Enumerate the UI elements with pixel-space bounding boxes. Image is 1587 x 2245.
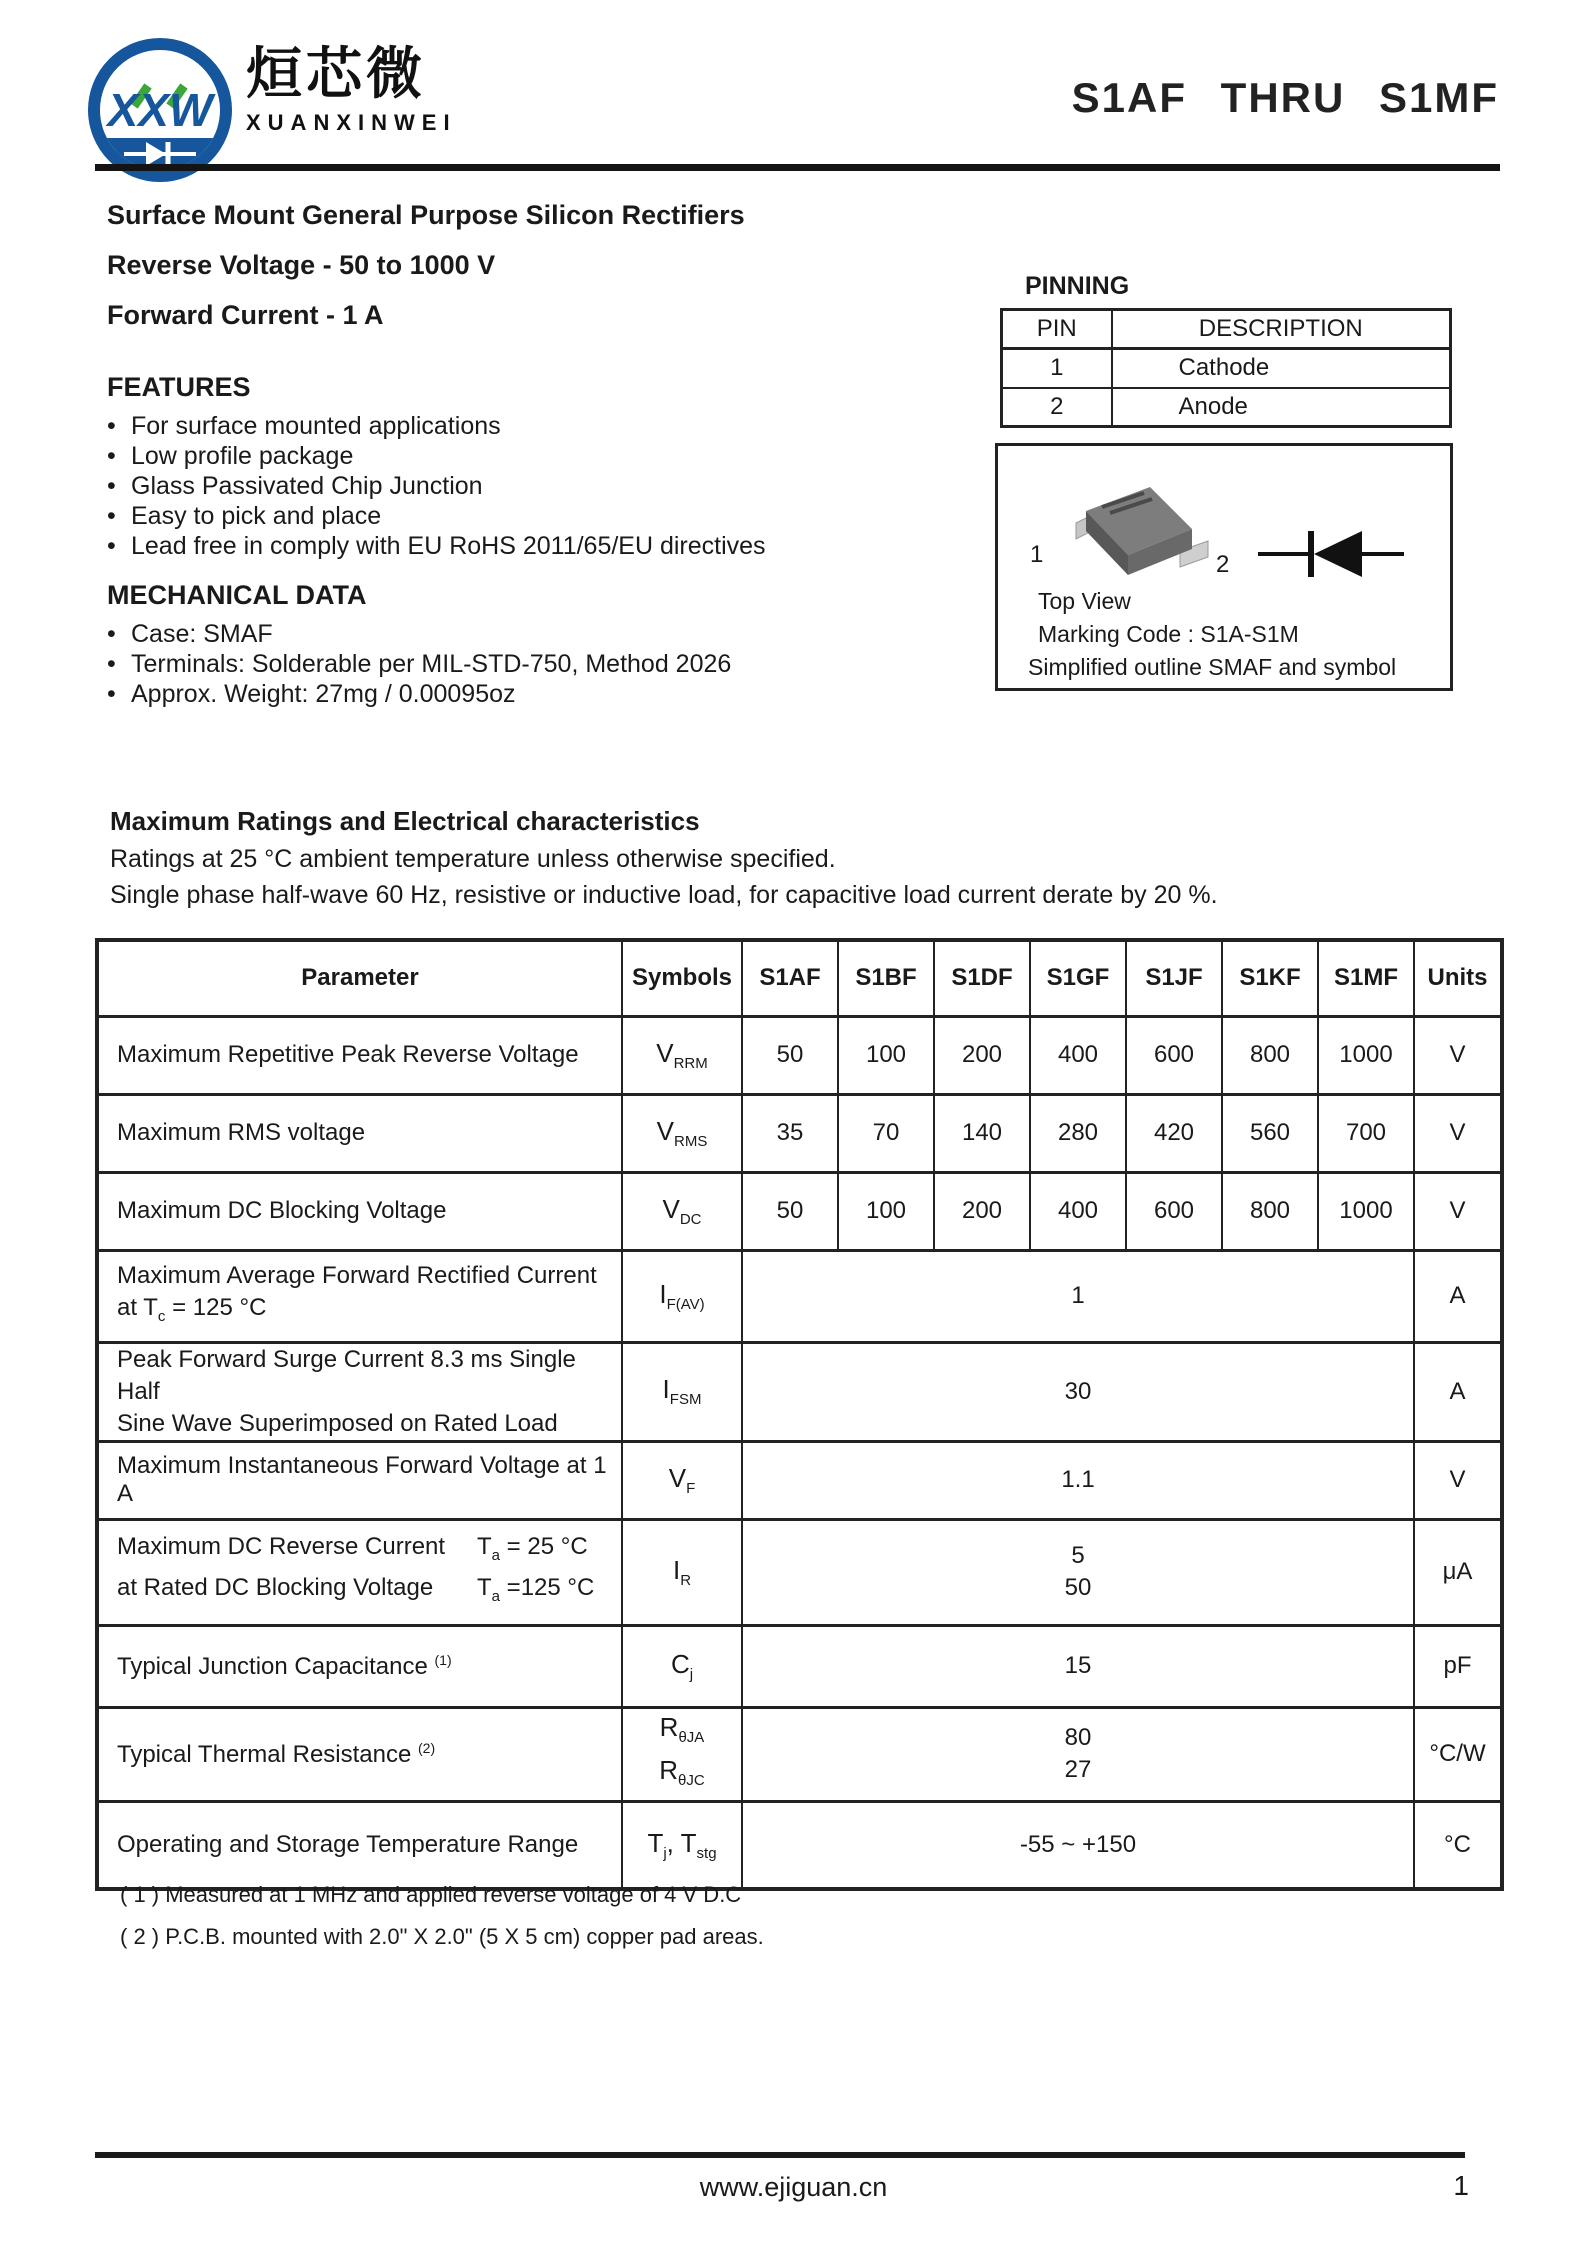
value-cell: 280 — [1030, 1094, 1126, 1172]
features-section — [107, 372, 766, 561]
package-caption-outline: Simplified outline SMAF and symbol — [1028, 654, 1397, 680]
package-outline-box — [995, 443, 1453, 691]
param-text: Typical Thermal Resistance — [117, 1740, 412, 1768]
ratings-heading: Maximum Ratings and Electrical characteristics — [110, 806, 700, 836]
value-cell: 560 — [1222, 1094, 1318, 1172]
pinning-header-row — [1002, 310, 1451, 349]
param-text: Maximum DC Reverse Current — [117, 1533, 446, 1561]
symbol-cell — [622, 1250, 742, 1342]
unit-cell: V — [1414, 1016, 1502, 1094]
cond-sub: a — [491, 1587, 501, 1605]
features-heading: FEATURES — [107, 372, 251, 402]
param-line: Sine Wave Superimposed on Rated Load — [117, 1409, 558, 1437]
value-cell: 1000 — [1318, 1016, 1414, 1094]
value-cell: 50 — [742, 1172, 838, 1250]
param-text: at Rated DC Blocking Voltage — [117, 1574, 434, 1601]
table-header-row — [97, 940, 1502, 1016]
symbol-sub: DC — [679, 1211, 702, 1229]
col-header-s1gf: S1GF — [1030, 940, 1126, 1016]
symbol-base: T — [647, 1827, 664, 1858]
param-cell: Maximum RMS voltage — [97, 1094, 622, 1172]
symbol-sub: R — [680, 1572, 692, 1590]
param-cell — [97, 1519, 622, 1625]
logo-company-name-en: XUANXINWEI — [246, 110, 457, 135]
bullet: • — [107, 442, 116, 470]
bullet: • — [107, 650, 116, 678]
symbol-sub: θJC — [678, 1772, 705, 1790]
param-cell: Operating and Storage Temperature Range — [97, 1801, 622, 1889]
symbol-cell — [622, 1441, 742, 1519]
footnote-2: ( 2 ) P.C.B. mounted with 2.0" X 2.0" (5 X 5 cm) copper pad areas. — [120, 1924, 764, 1949]
unit-cell: °C/W — [1414, 1707, 1502, 1801]
header-rule — [95, 164, 1500, 171]
desc-cell: Anode — [1112, 388, 1451, 427]
logo-text-block — [246, 42, 457, 136]
symbol-base: V — [668, 1462, 687, 1493]
bullet: • — [107, 532, 116, 560]
unit-cell: pF — [1414, 1625, 1502, 1707]
logo-company-name-cn: 烜芯微 — [246, 42, 426, 105]
param-line — [117, 1531, 621, 1572]
feature-item — [107, 471, 766, 501]
param-cell: Maximum Instantaneous Forward Voltage at 1 A — [97, 1441, 622, 1519]
symbol-sub: stg — [696, 1844, 717, 1862]
value-cell: 200 — [934, 1016, 1030, 1094]
table-row — [97, 1250, 1502, 1342]
mechanical-item — [107, 649, 731, 679]
param-cell: Maximum Repetitive Peak Reverse Voltage — [97, 1016, 622, 1094]
page-number: 1 — [1453, 2170, 1469, 2201]
value-cell: 140 — [934, 1094, 1030, 1172]
col-header-parameter: Parameter — [97, 940, 622, 1016]
symbol-base: T — [680, 1827, 697, 1858]
desc-cell: Cathode — [1112, 349, 1451, 388]
symbol-sub: θJA — [678, 1729, 705, 1746]
footer-rule — [95, 2152, 1465, 2158]
footer-url: www.ejiguan.cn — [699, 2172, 888, 2202]
symbol-cell — [622, 1342, 742, 1441]
symbol-base: I — [659, 1278, 667, 1309]
param-line — [117, 1572, 621, 1613]
cond-sub: a — [491, 1547, 501, 1564]
value-line: 80 — [1064, 1724, 1092, 1751]
desc-col-header: DESCRIPTION — [1112, 310, 1451, 349]
pinning-table — [1000, 308, 1452, 428]
symbol-sub: RRM — [673, 1055, 708, 1073]
col-header-s1jf: S1JF — [1126, 940, 1222, 1016]
table-row — [97, 1519, 1502, 1625]
package-caption-top-view: Top View — [1038, 588, 1131, 614]
ratings-note-2: Single phase half-wave 60 Hz, resistive or inductive load, for capacitive load current derate by 20 %. — [110, 881, 1218, 909]
value-cell: 600 — [1126, 1172, 1222, 1250]
bullet: • — [107, 502, 116, 530]
value-cell: 200 — [934, 1172, 1030, 1250]
symbol-line — [623, 1754, 741, 1797]
mechanical-item-label: Case: SMAF — [131, 620, 273, 648]
symbol-separator: , — [666, 1827, 681, 1858]
symbol-base: V — [656, 1037, 674, 1068]
feature-item — [107, 411, 766, 441]
symbol-base: V — [656, 1115, 674, 1146]
symbol-sub: F — [686, 1480, 696, 1498]
symbol-base: I — [672, 1554, 681, 1585]
param-cell — [97, 1342, 622, 1441]
symbol-cell — [622, 1801, 742, 1889]
symbol-cell — [622, 1519, 742, 1625]
symbol-base: I — [662, 1374, 670, 1405]
unit-cell: μA — [1414, 1519, 1502, 1625]
value-line: 50 — [1064, 1574, 1092, 1601]
package-3d-icon — [1058, 481, 1218, 586]
col-header-units: Units — [1414, 940, 1502, 1016]
value-cell: 100 — [838, 1016, 934, 1094]
unit-cell: V — [1414, 1172, 1502, 1250]
table-row — [97, 1441, 1502, 1519]
symbol-base: C — [670, 1648, 690, 1679]
pinning-heading: PINNING — [1025, 272, 1130, 300]
pinning-row — [1002, 388, 1451, 427]
value-cell: 35 — [742, 1094, 838, 1172]
feature-item — [107, 501, 766, 531]
symbol-base: V — [662, 1193, 680, 1224]
diode-symbol-icon — [1256, 524, 1406, 584]
param-line: Maximum Average Forward Rectified Current — [117, 1261, 597, 1289]
mechanical-section — [107, 580, 731, 709]
footnote-1: ( 1 ) Measured at 1 MHz and applied reverse voltage of 4 V D.C — [120, 1882, 742, 1907]
condition — [477, 1533, 588, 1564]
symbol-sub: F(AV) — [666, 1296, 705, 1314]
doc-title: S1AF THRU S1MF — [1071, 74, 1499, 121]
mechanical-item-label: Approx. Weight: 27mg / 0.00095oz — [131, 680, 516, 708]
bullet: • — [107, 472, 116, 500]
table-row — [97, 1625, 1502, 1707]
param-sub: c — [157, 1307, 166, 1325]
table-row — [97, 1016, 1502, 1094]
bullet: • — [107, 620, 116, 648]
symbol-cell — [622, 1016, 742, 1094]
value-cell: 400 — [1030, 1172, 1126, 1250]
mechanical-heading: MECHANICAL DATA — [107, 580, 367, 610]
value-cell: 400 — [1030, 1016, 1126, 1094]
feature-item-label: For surface mounted applications — [131, 412, 501, 440]
value-cell: 700 — [1318, 1094, 1414, 1172]
logo-monogram: XXW — [107, 84, 213, 136]
table-row — [97, 1342, 1502, 1441]
pinning-row — [1002, 349, 1451, 388]
value-cell: 1000 — [1318, 1172, 1414, 1250]
cond-text: =125 °C — [500, 1574, 595, 1601]
ratings-note-1: Ratings at 25 °C ambient temperature unless otherwise specified. — [110, 845, 836, 873]
table-row — [97, 1707, 1502, 1801]
param-cell: Maximum DC Blocking Voltage — [97, 1172, 622, 1250]
mechanical-item — [107, 679, 731, 709]
param-cell — [97, 1625, 622, 1707]
col-header-s1af: S1AF — [742, 940, 838, 1016]
unit-cell: V — [1414, 1441, 1502, 1519]
value-cell: 420 — [1126, 1094, 1222, 1172]
intro-line-3: Forward Current - 1 A — [107, 300, 384, 330]
pin-col-header: PIN — [1002, 310, 1112, 349]
value-line: 5 — [1071, 1542, 1085, 1569]
value-cell: 600 — [1126, 1016, 1222, 1094]
value-cell: 70 — [838, 1094, 934, 1172]
symbol-base: R — [659, 1711, 679, 1742]
pin-cell: 1 — [1002, 349, 1112, 388]
bullet: • — [107, 680, 116, 708]
unit-cell: V — [1414, 1094, 1502, 1172]
intro-line-2: Reverse Voltage - 50 to 1000 V — [107, 250, 496, 280]
symbol-sub: j — [663, 1844, 667, 1862]
col-header-s1df: S1DF — [934, 940, 1030, 1016]
symbol-cell — [622, 1625, 742, 1707]
param-line — [117, 1292, 621, 1333]
symbol-cell — [622, 1094, 742, 1172]
param-cell — [97, 1707, 622, 1801]
package-pin1-label: 1 — [1030, 541, 1044, 568]
value-cell: 1 — [742, 1250, 1414, 1342]
cond-text: = 25 °C — [500, 1533, 588, 1561]
param-text: = 125 °C — [165, 1293, 267, 1321]
intro-block — [107, 200, 745, 350]
param-line: Peak Forward Surge Current 8.3 ms Single Half — [117, 1345, 576, 1405]
symbol-cell — [622, 1172, 742, 1250]
feature-item-label: Glass Passivated Chip Junction — [131, 472, 483, 500]
condition — [477, 1574, 595, 1605]
mechanical-item-label: Terminals: Solderable per MIL-STD-750, Method 2026 — [131, 650, 732, 678]
footnote-ref: (2) — [418, 1739, 436, 1756]
mechanical-item — [107, 619, 731, 649]
value-cell: 30 — [742, 1342, 1414, 1441]
col-header-symbols: Symbols — [622, 940, 742, 1016]
value-line: 27 — [1064, 1756, 1092, 1783]
cond-base: T — [477, 1574, 492, 1601]
table-row — [97, 1094, 1502, 1172]
symbol-sub: FSM — [669, 1391, 702, 1409]
value-cell: 800 — [1222, 1172, 1318, 1250]
param-text: Typical Junction Capacitance — [117, 1652, 428, 1680]
feature-item-label: Lead free in comply with EU RoHS 2011/65/EU directives — [131, 532, 766, 560]
footnote-ref: (1) — [434, 1651, 452, 1668]
value-cell: 50 — [742, 1016, 838, 1094]
symbol-sub: RMS — [674, 1133, 708, 1151]
symbol-sub: j — [689, 1666, 694, 1684]
feature-item — [107, 441, 766, 471]
unit-cell: A — [1414, 1342, 1502, 1441]
value-cell — [742, 1519, 1414, 1625]
value-cell: 1.1 — [742, 1441, 1414, 1519]
bullet: • — [107, 412, 116, 440]
intro-line-1: Surface Mount General Purpose Silicon Rectifiers — [107, 200, 745, 230]
value-cell: -55 ~ +150 — [742, 1801, 1414, 1889]
param-text: at T — [117, 1293, 158, 1321]
param-cell — [97, 1250, 622, 1342]
value-cell — [742, 1707, 1414, 1801]
symbol-line — [623, 1711, 741, 1754]
package-pin2-label: 2 — [1216, 551, 1230, 578]
feature-item-label: Easy to pick and place — [131, 502, 382, 530]
pin-cell: 2 — [1002, 388, 1112, 427]
col-header-s1mf: S1MF — [1318, 940, 1414, 1016]
value-cell: 100 — [838, 1172, 934, 1250]
col-header-s1kf: S1KF — [1222, 940, 1318, 1016]
table-row — [97, 1172, 1502, 1250]
feature-item — [107, 531, 766, 561]
value-cell: 15 — [742, 1625, 1414, 1707]
symbol-base: R — [659, 1755, 679, 1785]
cond-base: T — [477, 1533, 492, 1561]
table-row — [97, 1801, 1502, 1889]
package-caption-marking-code: Marking Code : S1A-S1M — [1038, 621, 1299, 647]
col-header-s1bf: S1BF — [838, 940, 934, 1016]
unit-cell: °C — [1414, 1801, 1502, 1889]
value-cell: 800 — [1222, 1016, 1318, 1094]
ratings-table — [95, 938, 1504, 1891]
symbol-cell — [622, 1707, 742, 1801]
unit-cell: A — [1414, 1250, 1502, 1342]
feature-item-label: Low profile package — [131, 442, 354, 470]
